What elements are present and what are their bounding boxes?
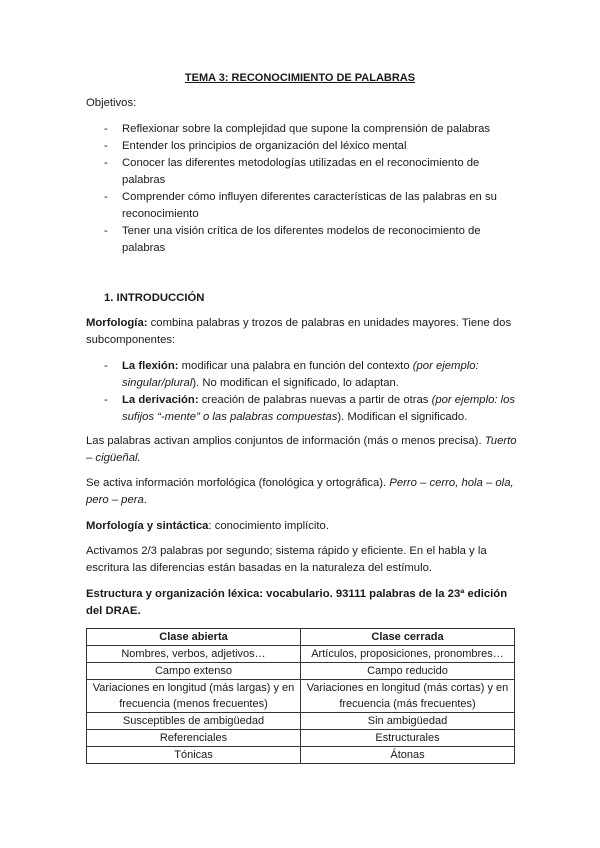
- example: (por ejemplo: los sufijos “-mente” o las palabras compuestas: [122, 394, 516, 423]
- cell: Sin ambigüedad: [301, 713, 515, 730]
- table-row: [87, 747, 515, 764]
- objective-text: Tener una visión crítica de los diferentes modelos de reconocimiento de palabras: [122, 225, 481, 254]
- example: (por ejemplo: singular/plural: [122, 360, 479, 389]
- text: combina palabras y trozos de palabras en unidades mayores. Tiene dos subcomponentes:: [86, 317, 512, 346]
- term: Morfología:: [86, 317, 148, 329]
- cell: Artículos, proposiciones, pronombres…: [301, 646, 515, 663]
- list-item: - La derivación: creación de palabras nuevas a partir de otras (por ejemplo: los sufijos “-mente” o las palabras compuestas). Modifican el significado.: [104, 394, 516, 423]
- example: Perro – cerro, hola – ola, pero – pera: [86, 477, 514, 506]
- cell: Tónicas: [87, 747, 301, 764]
- list-item: - Conocer las diferentes metodologías utilizadas en el reconocimiento de palabras: [104, 157, 480, 186]
- paragraph-estructura: Estructura y organización léxica: vocabulario. 93111 palabras de la 23ª edición del DRAE.: [86, 588, 508, 617]
- text: Se activa información morfológica (fonológica y ortográfica).: [86, 477, 390, 489]
- text: creación de palabras nuevas a partir de otras: [198, 394, 432, 406]
- term: Morfología y sintáctica: [86, 520, 209, 532]
- table-row: [87, 730, 515, 747]
- text: ). Modifican el significado.: [337, 411, 468, 423]
- header-cell: Clase abierta: [87, 629, 301, 646]
- subcomponents-list: [86, 358, 518, 426]
- paragraph-morfologica: [86, 475, 518, 509]
- cell: Campo extenso: [87, 663, 301, 680]
- cell: Campo reducido: [301, 663, 515, 680]
- class-comparison-table: [86, 628, 515, 764]
- table-row: [87, 646, 515, 663]
- cell: Variaciones en longitud (más cortas) y en frecuencia (más frecuentes): [301, 680, 515, 713]
- table-row: [87, 680, 515, 713]
- list-item: - Reflexionar sobre la complejidad que supone la comprensión de palabras: [104, 123, 491, 135]
- paragraph-activan: [86, 433, 518, 467]
- header-cell: Clase cerrada: [301, 629, 515, 646]
- cell: Estructurales: [301, 730, 515, 747]
- text: : conocimiento implícito.: [208, 520, 329, 532]
- text: modificar una palabra en función del contexto: [178, 360, 413, 372]
- cell: Referenciales: [87, 730, 301, 747]
- list-item: - Comprender cómo influyen diferentes características de las palabras en su reconocimiento: [104, 191, 497, 220]
- cell: Nombres, verbos, adjetivos…: [87, 646, 301, 663]
- term: La flexión:: [122, 360, 179, 372]
- paragraph-activamos: Activamos 2/3 palabras por segundo; sistema rápido y eficiente. En el habla y la escritura las diferencias están basadas en la naturaleza del estímulo.: [86, 545, 487, 574]
- section-heading: 1. INTRODUCCIÓN: [104, 292, 205, 304]
- table-row: [87, 663, 515, 680]
- cell: Susceptibles de ambigüedad: [87, 713, 301, 730]
- list-item: - Entender los principios de organización del léxico mental: [104, 140, 407, 152]
- page-title: TEMA 3: RECONOCIMIENTO DE PALABRAS: [184, 72, 416, 84]
- example: Tuerto – cigüeñal.: [86, 435, 517, 464]
- paragraph-sintactica: [86, 518, 518, 535]
- paragraph-morfologia: [86, 315, 518, 349]
- term: La derivación:: [122, 394, 199, 406]
- objective-text: Entender los principios de organización del léxico mental: [122, 140, 407, 152]
- cell: Variaciones en longitud (más largas) y en frecuencia (menos frecuentes): [87, 680, 301, 713]
- text: ). No modifican el significado, lo adaptan.: [192, 377, 399, 389]
- objectives-list: [86, 121, 518, 257]
- table-header-row: [87, 629, 515, 646]
- objective-text: Reflexionar sobre la complejidad que supone la comprensión de palabras: [122, 123, 491, 135]
- list-item: - Tener una visión crítica de los diferentes modelos de reconocimiento de palabras: [104, 225, 481, 254]
- objectives-label: Objetivos:: [86, 97, 137, 109]
- list-item: - La flexión: modificar una palabra en función del contexto (por ejemplo: singular/plural). No modifican el significado, lo adaptan.: [104, 360, 479, 389]
- objective-text: Comprender cómo influyen diferentes características de las palabras en su reconocimiento: [122, 191, 497, 220]
- objective-text: Conocer las diferentes metodologías utilizadas en el reconocimiento de palabras: [122, 157, 480, 186]
- text: .: [143, 494, 147, 506]
- table-row: [87, 713, 515, 730]
- text: Las palabras activan amplios conjuntos de información (más o menos precisa).: [86, 435, 485, 447]
- cell: Átonas: [301, 747, 515, 764]
